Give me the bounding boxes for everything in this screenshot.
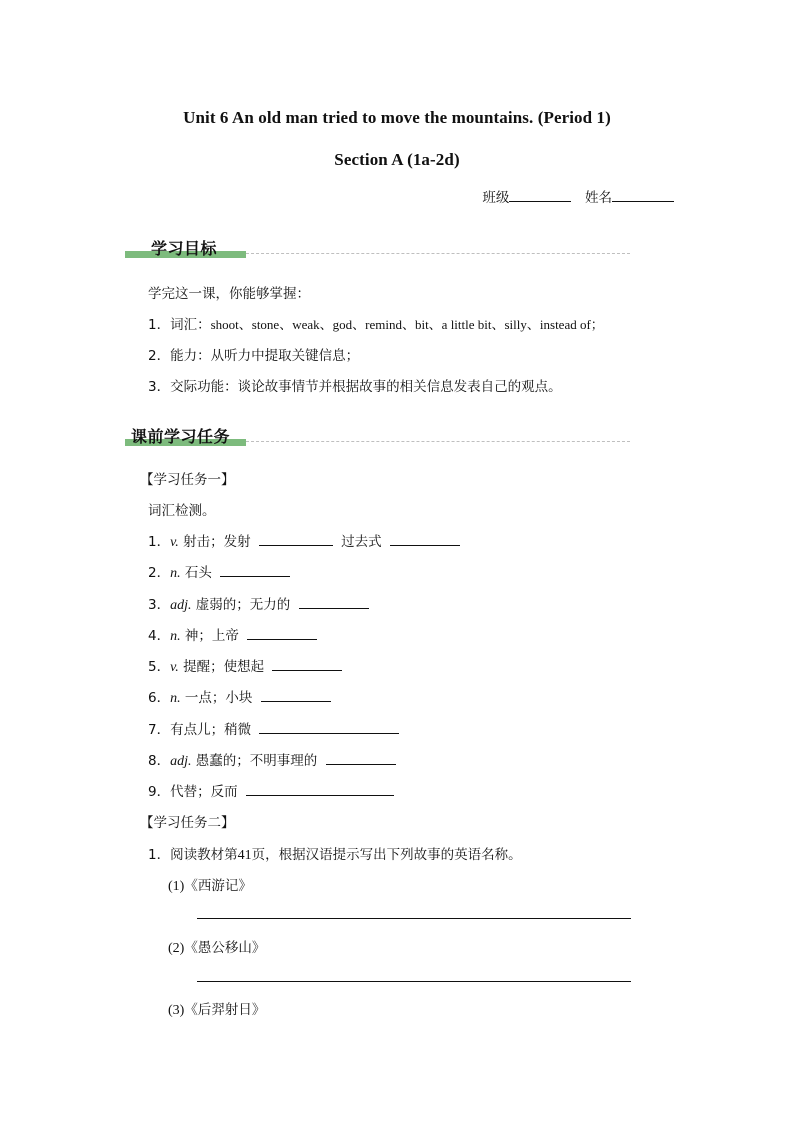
item-number: 3． (148, 379, 171, 395)
vocab-item-2 (148, 561, 290, 582)
meaning: 愚蠢的；不明事理的 (195, 753, 318, 769)
instruction-text: 阅读教材第 (170, 847, 238, 863)
item-number: 2． (148, 348, 171, 364)
meaning: 有点儿；稍微 (170, 722, 252, 738)
vocab-item-5 (148, 655, 342, 676)
item-text: 从听力中提取关键信息； (210, 348, 360, 364)
class-label: 班级 (482, 190, 510, 206)
item-number: 1． (148, 317, 171, 333)
task1-intro: 词汇检测。 (148, 503, 216, 519)
vocab-item-9 (148, 780, 394, 800)
story-number: (2) (168, 941, 185, 956)
item-number: 2． (148, 565, 171, 581)
answer-blank[interactable] (326, 750, 396, 765)
part-of-speech: adj. (170, 598, 192, 613)
story-title: 《西游记》 (184, 878, 252, 894)
class-blank[interactable] (509, 187, 571, 202)
item-number: 8． (148, 753, 171, 769)
answer-blank[interactable] (259, 719, 399, 734)
part-of-speech: v. (170, 535, 179, 550)
vocab-item-8 (148, 749, 396, 770)
answer-blank[interactable] (246, 781, 394, 796)
vocab-item-4 (148, 624, 317, 645)
item-number: 6． (148, 690, 171, 706)
meaning: 神；上帝 (184, 628, 239, 644)
answer-blank[interactable] (261, 687, 331, 702)
story-1-answer-line[interactable] (197, 918, 631, 919)
name-label: 姓名 (585, 190, 612, 206)
item-number: 9． (148, 784, 171, 800)
unit-title: Unit 6 An old man tried to move the mountains. (Period 1) (183, 108, 611, 127)
meaning: 虚弱的；无力的 (195, 597, 291, 613)
meaning: 提醒；使想起 (183, 659, 265, 675)
item-number: 1． (148, 534, 171, 550)
meaning: 一点；小块 (184, 690, 253, 706)
story-number: (3) (168, 1003, 185, 1018)
part-of-speech: n. (170, 629, 181, 644)
story-title: 《愚公移山》 (184, 940, 266, 956)
instruction-text: 页，根据汉语提示写出下列故事的英语名称。 (251, 847, 522, 863)
story-3 (168, 998, 265, 1019)
story-number: (1) (168, 879, 185, 894)
story-2 (168, 936, 265, 957)
story-1 (168, 874, 252, 895)
answer-blank[interactable] (247, 625, 317, 640)
item-number: 7． (148, 722, 171, 738)
item-text: shoot、stone、weak、god、remind、bit、a little bit、silly、instead of； (210, 317, 604, 332)
section-subtitle: Section A (1a-2d) (334, 150, 460, 169)
task2-title: 【学习任务二】 (140, 815, 235, 831)
item-label: 交际功能： (170, 379, 238, 395)
preclass-heading: 课前学习任务 (131, 427, 231, 446)
preclass-divider (246, 441, 630, 442)
objective-item-1 (148, 313, 604, 333)
story-title: 《后羿射日》 (184, 1002, 266, 1018)
class-name-row (482, 186, 674, 206)
preclass-header (125, 424, 630, 448)
item-number: 3． (148, 597, 171, 613)
item-label: 能力： (170, 348, 211, 364)
item-number: 5． (148, 659, 171, 675)
vocab-item-1 (148, 530, 460, 551)
past-tense-label: 过去式 (341, 534, 382, 550)
answer-blank[interactable] (299, 594, 369, 609)
story-2-answer-line[interactable] (197, 981, 631, 982)
objective-item-2 (148, 344, 359, 364)
objectives-header (125, 236, 630, 260)
item-text: 谈论故事情节并根据故事的相关信息发表自己的观点。 (237, 379, 562, 395)
part-of-speech: n. (170, 566, 181, 581)
meaning: 代替；反而 (170, 784, 238, 800)
item-label: 词汇： (170, 317, 211, 333)
vocab-item-7 (148, 718, 399, 738)
item-number: 1． (148, 847, 171, 863)
vocab-item-3 (148, 593, 369, 614)
objectives-heading: 学习目标 (151, 239, 218, 258)
task1-title: 【学习任务一】 (140, 472, 235, 488)
name-blank[interactable] (612, 187, 674, 202)
task2-instruction (148, 843, 522, 864)
meaning: 射击；发射 (183, 534, 251, 550)
answer-blank[interactable] (259, 531, 333, 546)
vocab-item-6 (148, 686, 331, 707)
objectives-divider (246, 253, 630, 254)
part-of-speech: v. (170, 660, 179, 675)
part-of-speech: adj. (170, 754, 192, 769)
answer-blank[interactable] (390, 531, 460, 546)
answer-blank[interactable] (220, 562, 290, 577)
answer-blank[interactable] (272, 656, 342, 671)
objectives-intro: 学完这一课，你能够掌握： (148, 286, 310, 302)
part-of-speech: n. (170, 691, 181, 706)
page-number: 41 (237, 848, 252, 863)
objective-item-3 (148, 375, 562, 395)
meaning: 石头 (184, 565, 212, 581)
item-number: 4． (148, 628, 171, 644)
